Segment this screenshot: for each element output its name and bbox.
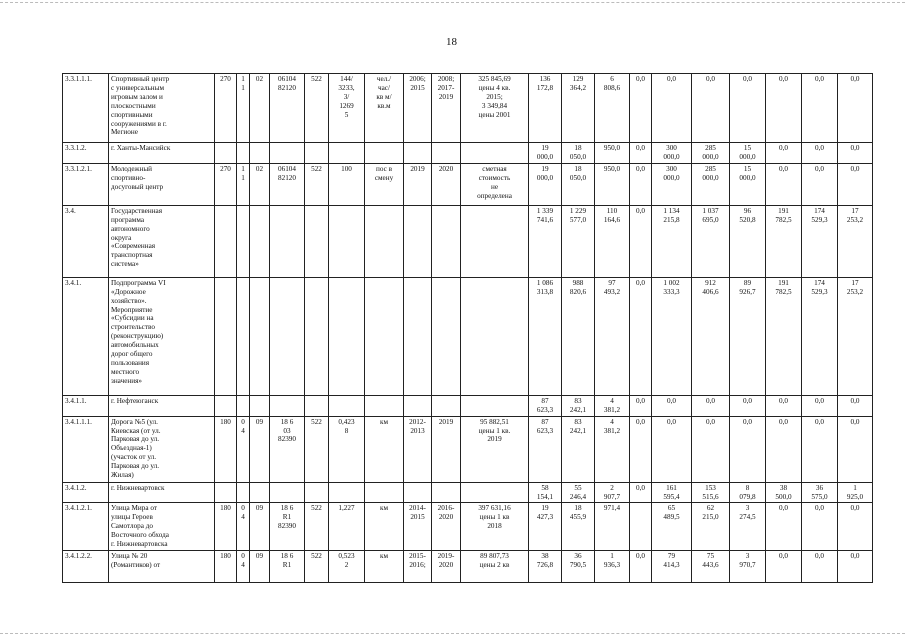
amount-cell: 0,0	[652, 416, 692, 482]
amount-cell: 3 970,7	[730, 550, 766, 582]
amount-cell: 0,0	[766, 503, 802, 551]
end-year: 2019- 2020	[432, 550, 461, 582]
unit	[365, 395, 404, 416]
pr-code: 02	[250, 163, 270, 205]
amount-cell: 3 274,5	[730, 503, 766, 551]
row-name: г. Нижневартовск	[109, 482, 215, 503]
amount-cell: 38 726,8	[529, 550, 562, 582]
unit: км	[365, 550, 404, 582]
amount-cell: 19 000,0	[529, 163, 562, 205]
unit	[365, 277, 404, 395]
amount-cell: 0,0	[692, 416, 730, 482]
capacity	[329, 277, 365, 395]
unit: пос в смену	[365, 163, 404, 205]
amount-cell: 18 050,0	[562, 163, 595, 205]
pr-code	[250, 395, 270, 416]
amount-cell: 19 427,3	[529, 503, 562, 551]
vr-code	[305, 277, 329, 395]
amount-cell: 0,0	[802, 163, 838, 205]
row-name: Улица Мира от улицы Героев Самотлора до Восточного обхода г. Нижневартовска	[109, 503, 215, 551]
amount-cell: 0,0	[802, 74, 838, 143]
kvsr-code: 180	[215, 550, 237, 582]
amount-cell: 285 000,0	[692, 143, 730, 164]
kvsr-code: 180	[215, 503, 237, 551]
end-year	[432, 277, 461, 395]
amount-cell: 17 253,2	[838, 277, 873, 395]
amount-cell: 58 154,1	[529, 482, 562, 503]
row-name: г. Нефтеюганск	[109, 395, 215, 416]
vr-code	[305, 143, 329, 164]
csr-code	[270, 205, 305, 277]
amount-cell: 0,0	[692, 74, 730, 143]
capacity	[329, 205, 365, 277]
amount-cell: 136 172,8	[529, 74, 562, 143]
rz-code	[237, 482, 250, 503]
table-row	[63, 143, 873, 164]
pr-code: 09	[250, 550, 270, 582]
rz-code	[237, 205, 250, 277]
amount-cell: 0,0	[766, 74, 802, 143]
amount-cell: 1 086 313,8	[529, 277, 562, 395]
amount-cell: 0,0	[766, 395, 802, 416]
kvsr-code	[215, 143, 237, 164]
amount-cell: 191 782,5	[766, 205, 802, 277]
amount-cell: 0,0	[630, 205, 652, 277]
estimated-cost: 397 631,16 цены 1 кв 2018	[461, 503, 529, 551]
amount-cell: 0,0	[730, 74, 766, 143]
row-name: Молодежный спортивно- досуговый центр	[109, 163, 215, 205]
end-year	[432, 482, 461, 503]
pr-code	[250, 277, 270, 395]
csr-code	[270, 482, 305, 503]
amount-cell: 1 925,0	[838, 482, 873, 503]
csr-code: 18 6 R1 82390	[270, 503, 305, 551]
amount-cell: 0,0	[802, 395, 838, 416]
vr-code: 522	[305, 163, 329, 205]
start-year	[404, 395, 432, 416]
kvsr-code: 270	[215, 163, 237, 205]
amount-cell: 89 926,7	[730, 277, 766, 395]
amount-cell: 971,4	[595, 503, 630, 551]
amount-cell: 191 782,5	[766, 277, 802, 395]
capacity: 1,227	[329, 503, 365, 551]
amount-cell: 0,0	[766, 550, 802, 582]
unit: км	[365, 503, 404, 551]
row-code: 3.3.1.2.1.	[63, 163, 109, 205]
pr-code	[250, 143, 270, 164]
amount-cell: 0,0	[838, 143, 873, 164]
amount-cell: 0,0	[802, 416, 838, 482]
amount-cell: 0,0	[838, 416, 873, 482]
start-year: 2006; 2015	[404, 74, 432, 143]
row-code: 3.4.1.	[63, 277, 109, 395]
row-code: 3.4.1.2.2.	[63, 550, 109, 582]
table-row	[63, 550, 873, 582]
rz-code	[237, 143, 250, 164]
amount-cell: 97 493,2	[595, 277, 630, 395]
amount-cell: 96 520,8	[730, 205, 766, 277]
amount-cell: 83 242,1	[562, 416, 595, 482]
capacity: 100	[329, 163, 365, 205]
amount-cell: 18 455,9	[562, 503, 595, 551]
row-code: 3.4.1.2.1.	[63, 503, 109, 551]
unit	[365, 205, 404, 277]
amount-cell: 0,0	[766, 143, 802, 164]
row-name: Государственная программа автономного округа «Современная транспортная система»	[109, 205, 215, 277]
amount-cell: 62 215,0	[692, 503, 730, 551]
row-code: 3.4.	[63, 205, 109, 277]
start-year: 2015- 2016;	[404, 550, 432, 582]
amount-cell: 950,0	[595, 163, 630, 205]
amount-cell: 300 000,0	[652, 143, 692, 164]
table-row	[63, 163, 873, 205]
amount-cell: 174 529,3	[802, 205, 838, 277]
amount-cell: 129 364,2	[562, 74, 595, 143]
amount-cell: 0,0	[838, 163, 873, 205]
amount-cell	[630, 503, 652, 551]
amount-cell: 950,0	[595, 143, 630, 164]
kvsr-code	[215, 205, 237, 277]
amount-cell: 1 936,3	[595, 550, 630, 582]
capacity: 144/ 3233, 3/ 1269 5	[329, 74, 365, 143]
vr-code: 522	[305, 74, 329, 143]
amount-cell: 38 500,0	[766, 482, 802, 503]
kvsr-code: 270	[215, 74, 237, 143]
capacity	[329, 482, 365, 503]
row-name: Улица № 20 (Романтиков) от	[109, 550, 215, 582]
unit	[365, 482, 404, 503]
amount-cell: 0,0	[692, 395, 730, 416]
amount-cell: 0,0	[652, 74, 692, 143]
amount-cell: 65 489,5	[652, 503, 692, 551]
amount-cell: 4 381,2	[595, 416, 630, 482]
csr-code	[270, 143, 305, 164]
unit: км	[365, 416, 404, 482]
estimated-cost	[461, 277, 529, 395]
table-row	[63, 416, 873, 482]
estimated-cost	[461, 482, 529, 503]
rz-code: 0 4	[237, 550, 250, 582]
rz-code: 1 1	[237, 163, 250, 205]
estimated-cost: сметная стоимость не определена	[461, 163, 529, 205]
start-year: 2014- 2015	[404, 503, 432, 551]
table-row	[63, 503, 873, 551]
amount-cell: 1 002 333,3	[652, 277, 692, 395]
amount-cell: 0,0	[630, 277, 652, 395]
end-year: 2008; 2017- 2019	[432, 74, 461, 143]
amount-cell: 0,0	[652, 395, 692, 416]
estimated-cost: 325 845,69 цены 4 кв. 2015; 3 349,84 цены 2001	[461, 74, 529, 143]
kvsr-code	[215, 482, 237, 503]
csr-code	[270, 277, 305, 395]
vr-code	[305, 205, 329, 277]
amount-cell: 8 079,8	[730, 482, 766, 503]
amount-cell: 1 037 695,0	[692, 205, 730, 277]
vr-code: 522	[305, 503, 329, 551]
pr-code	[250, 482, 270, 503]
amount-cell: 87 623,3	[529, 416, 562, 482]
vr-code: 522	[305, 416, 329, 482]
table-row	[63, 205, 873, 277]
table-row	[63, 395, 873, 416]
estimated-cost: 89 807,73 цены 2 кв	[461, 550, 529, 582]
row-code: 3.4.1.1.1.	[63, 416, 109, 482]
amount-cell: 36 790,5	[562, 550, 595, 582]
amount-cell: 0,0	[630, 482, 652, 503]
start-year	[404, 277, 432, 395]
capacity	[329, 143, 365, 164]
rz-code: 0 4	[237, 503, 250, 551]
amount-cell: 75 443,6	[692, 550, 730, 582]
pr-code	[250, 205, 270, 277]
amount-cell: 161 595,4	[652, 482, 692, 503]
rz-code: 0 4	[237, 416, 250, 482]
pr-code: 02	[250, 74, 270, 143]
table-row	[63, 482, 873, 503]
amount-cell: 87 623,3	[529, 395, 562, 416]
amount-cell: 0,0	[838, 74, 873, 143]
amount-cell: 0,0	[838, 503, 873, 551]
table-row	[63, 277, 873, 395]
amount-cell: 0,0	[630, 395, 652, 416]
estimated-cost	[461, 205, 529, 277]
capacity	[329, 395, 365, 416]
scan-top-edge	[0, 2, 905, 3]
estimated-cost: 95 882,51 цены 1 кв. 2019	[461, 416, 529, 482]
amount-cell: 15 000,0	[730, 163, 766, 205]
amount-cell: 4 381,2	[595, 395, 630, 416]
rz-code: 1 1	[237, 74, 250, 143]
csr-code	[270, 395, 305, 416]
amount-cell: 55 246,4	[562, 482, 595, 503]
start-year: 2019	[404, 163, 432, 205]
end-year	[432, 143, 461, 164]
amount-cell: 0,0	[630, 143, 652, 164]
rz-code	[237, 395, 250, 416]
kvsr-code	[215, 395, 237, 416]
end-year: 2016- 2020	[432, 503, 461, 551]
amount-cell: 6 808,6	[595, 74, 630, 143]
unit	[365, 143, 404, 164]
amount-cell: 153 515,6	[692, 482, 730, 503]
amount-cell: 110 164,6	[595, 205, 630, 277]
amount-cell: 0,0	[802, 143, 838, 164]
amount-cell: 0,0	[730, 416, 766, 482]
vr-code	[305, 482, 329, 503]
start-year: 2012- 2013	[404, 416, 432, 482]
amount-cell: 79 414,3	[652, 550, 692, 582]
end-year	[432, 205, 461, 277]
kvsr-code	[215, 277, 237, 395]
row-code: 3.4.1.1.	[63, 395, 109, 416]
amount-cell: 0,0	[802, 550, 838, 582]
amount-cell: 0,0	[730, 395, 766, 416]
amount-cell: 1 134 215,8	[652, 205, 692, 277]
amount-cell: 0,0	[838, 395, 873, 416]
amount-cell: 36 575,0	[802, 482, 838, 503]
start-year	[404, 143, 432, 164]
amount-cell: 2 907,7	[595, 482, 630, 503]
vr-code: 522	[305, 550, 329, 582]
amount-cell: 17 253,2	[838, 205, 873, 277]
amount-cell: 0,0	[630, 163, 652, 205]
end-year: 2020	[432, 163, 461, 205]
amount-cell: 83 242,1	[562, 395, 595, 416]
investment-table	[62, 73, 873, 583]
amount-cell: 19 000,0	[529, 143, 562, 164]
rz-code	[237, 277, 250, 395]
row-name: Дорога №5 (ул. Киевская (от ул. Парковая до ул. Объездная-1) (участок от ул. Парковая до ул. Жилая)	[109, 416, 215, 482]
estimated-cost	[461, 143, 529, 164]
capacity: 0,523 2	[329, 550, 365, 582]
row-code: 3.3.1.2.	[63, 143, 109, 164]
unit: чел./ час/ кв м/ кв.м	[365, 74, 404, 143]
row-name: Подпрограмма VI «Дорожное хозяйство». Мероприятие «Субсидии на строительство (реконструкцию) автомобильных дорог общего пользования местного значения»	[109, 277, 215, 395]
start-year	[404, 482, 432, 503]
row-name: г. Ханты-Мансийск	[109, 143, 215, 164]
estimated-cost	[461, 395, 529, 416]
amount-cell: 1 229 577,0	[562, 205, 595, 277]
amount-cell: 0,0	[766, 416, 802, 482]
pr-code: 09	[250, 416, 270, 482]
amount-cell: 18 050,0	[562, 143, 595, 164]
amount-cell: 988 820,6	[562, 277, 595, 395]
vr-code	[305, 395, 329, 416]
csr-code: 18 6 03 82390	[270, 416, 305, 482]
amount-cell: 285 000,0	[692, 163, 730, 205]
csr-code: 18 6 R1	[270, 550, 305, 582]
amount-cell: 0,0	[802, 503, 838, 551]
kvsr-code: 180	[215, 416, 237, 482]
amount-cell: 1 339 741,6	[529, 205, 562, 277]
amount-cell: 0,0	[630, 416, 652, 482]
scan-bottom-edge	[0, 633, 905, 634]
amount-cell: 0,0	[838, 550, 873, 582]
row-code: 3.3.1.1.1.	[63, 74, 109, 143]
end-year	[432, 395, 461, 416]
csr-code: 06104 82120	[270, 163, 305, 205]
capacity: 0,423 8	[329, 416, 365, 482]
amount-cell: 174 529,3	[802, 277, 838, 395]
row-name: Спортивный центр с универсальным игровым залом и плоскостными спортивными сооружениями в г. Мегионе	[109, 74, 215, 143]
pr-code: 09	[250, 503, 270, 551]
amount-cell: 912 406,6	[692, 277, 730, 395]
table-row	[63, 74, 873, 143]
row-code: 3.4.1.2.	[63, 482, 109, 503]
start-year	[404, 205, 432, 277]
amount-cell: 0,0	[766, 163, 802, 205]
amount-cell: 15 000,0	[730, 143, 766, 164]
amount-cell: 300 000,0	[652, 163, 692, 205]
amount-cell: 0,0	[630, 74, 652, 143]
csr-code: 06104 82120	[270, 74, 305, 143]
end-year: 2019	[432, 416, 461, 482]
amount-cell: 0,0	[630, 550, 652, 582]
page-number: 18	[446, 36, 457, 48]
